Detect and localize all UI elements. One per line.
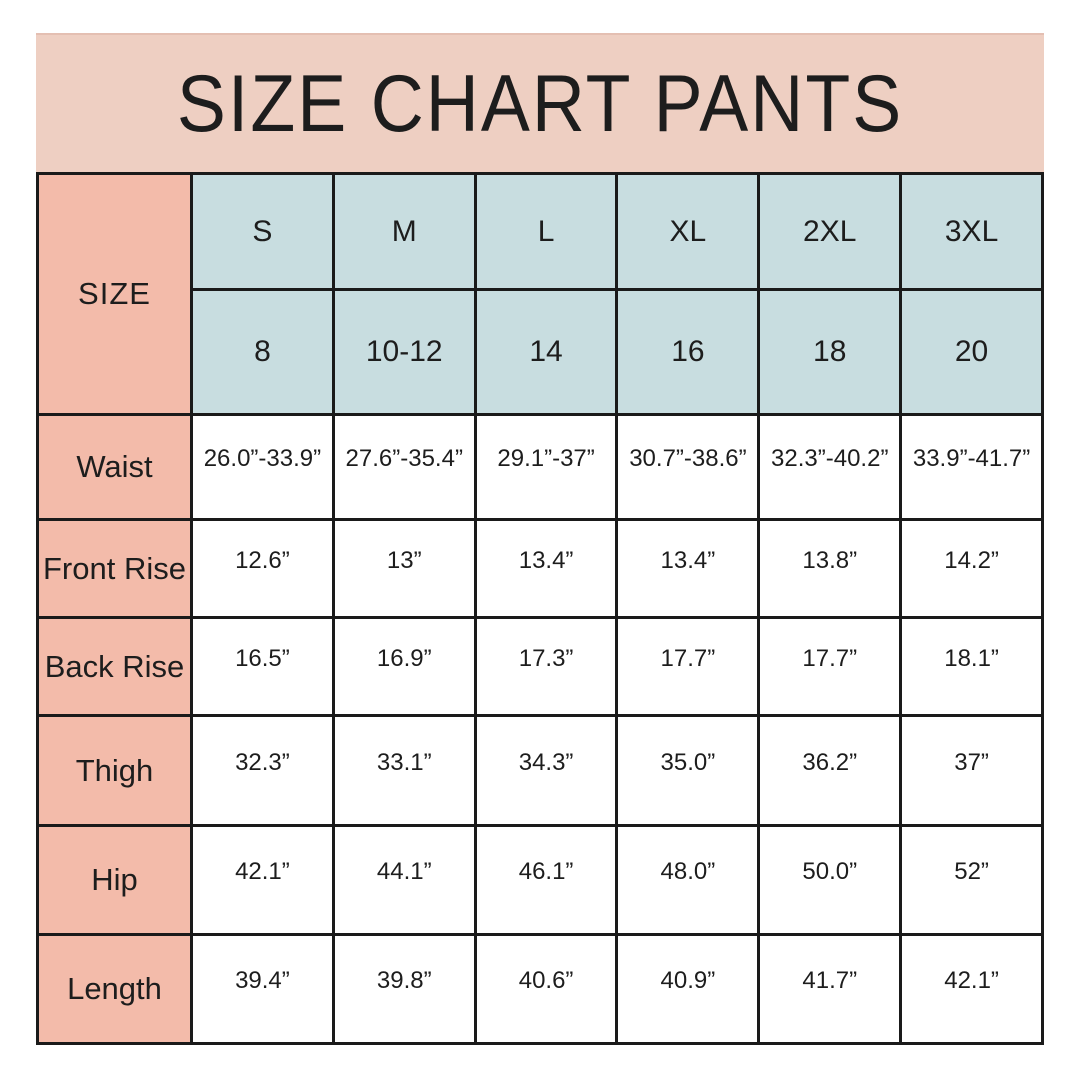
cell-length-m: 39.8” (335, 936, 474, 1042)
cell-back-rise-2xl: 17.7” (760, 619, 899, 714)
numeric-size-m: 10-12 (335, 291, 474, 413)
title-band (36, 33, 1044, 172)
size-header-3xl: 3XL (902, 175, 1041, 288)
row-label-length: Length (39, 936, 190, 1042)
cell-hip-2xl: 50.0” (760, 827, 899, 933)
corner-label-size: SIZE (39, 175, 190, 413)
cell-thigh-l: 34.3” (477, 717, 616, 824)
cell-length-2xl: 41.7” (760, 936, 899, 1042)
cell-waist-2xl: 32.3”-40.2” (760, 416, 899, 518)
cell-thigh-xl: 35.0” (618, 717, 757, 824)
cell-front-rise-2xl: 13.8” (760, 521, 899, 616)
cell-length-3xl: 42.1” (902, 936, 1041, 1042)
cell-waist-l: 29.1”-37” (477, 416, 616, 518)
cell-front-rise-l: 13.4” (477, 521, 616, 616)
cell-thigh-2xl: 36.2” (760, 717, 899, 824)
cell-front-rise-m: 13” (335, 521, 474, 616)
cell-back-rise-m: 16.9” (335, 619, 474, 714)
cell-front-rise-s: 12.6” (193, 521, 332, 616)
size-header-m: M (335, 175, 474, 288)
size-header-xl: XL (618, 175, 757, 288)
cell-back-rise-xl: 17.7” (618, 619, 757, 714)
row-label-back-rise: Back Rise (39, 619, 190, 714)
cell-waist-s: 26.0”-33.9” (193, 416, 332, 518)
row-label-waist: Waist (39, 416, 190, 518)
cell-waist-3xl: 33.9”-41.7” (902, 416, 1041, 518)
row-label-front-rise: Front Rise (39, 521, 190, 616)
size-chart-table (36, 172, 1044, 1045)
numeric-size-xl: 16 (618, 291, 757, 413)
cell-thigh-3xl: 37” (902, 717, 1041, 824)
cell-hip-3xl: 52” (902, 827, 1041, 933)
numeric-size-s: 8 (193, 291, 332, 413)
size-header-s: S (193, 175, 332, 288)
cell-back-rise-3xl: 18.1” (902, 619, 1041, 714)
cell-length-l: 40.6” (477, 936, 616, 1042)
cell-hip-m: 44.1” (335, 827, 474, 933)
cell-thigh-m: 33.1” (335, 717, 474, 824)
cell-hip-xl: 48.0” (618, 827, 757, 933)
cell-back-rise-s: 16.5” (193, 619, 332, 714)
cell-length-xl: 40.9” (618, 936, 757, 1042)
cell-back-rise-l: 17.3” (477, 619, 616, 714)
row-label-thigh: Thigh (39, 717, 190, 824)
cell-hip-s: 42.1” (193, 827, 332, 933)
row-label-hip: Hip (39, 827, 190, 933)
cell-waist-xl: 30.7”-38.6” (618, 416, 757, 518)
size-header-2xl: 2XL (760, 175, 899, 288)
numeric-size-2xl: 18 (760, 291, 899, 413)
cell-front-rise-3xl: 14.2” (902, 521, 1041, 616)
numeric-size-3xl: 20 (902, 291, 1041, 413)
size-header-l: L (477, 175, 616, 288)
cell-hip-l: 46.1” (477, 827, 616, 933)
cell-waist-m: 27.6”-35.4” (335, 416, 474, 518)
cell-length-s: 39.4” (193, 936, 332, 1042)
cell-front-rise-xl: 13.4” (618, 521, 757, 616)
numeric-size-l: 14 (477, 291, 616, 413)
page-title: SIZE CHART PANTS (176, 58, 904, 149)
cell-thigh-s: 32.3” (193, 717, 332, 824)
